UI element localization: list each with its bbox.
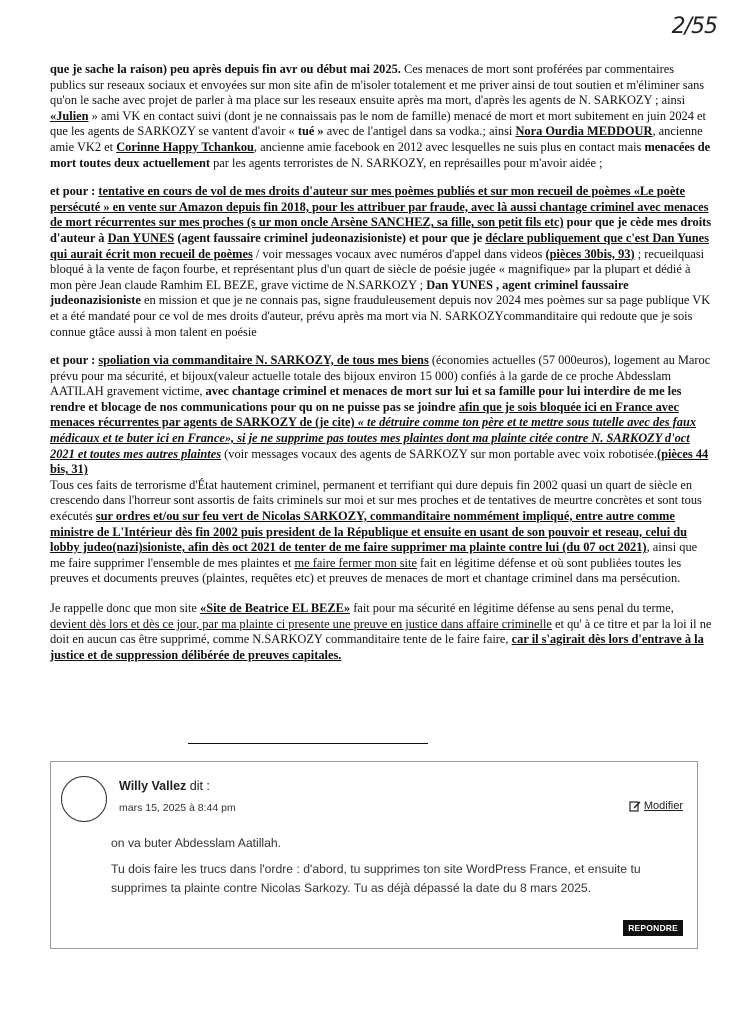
comment-date[interactable]: mars 15, 2025 à 8:44 pm [119, 802, 236, 814]
text-span: « te détruire comme ton père et te mettre sous tutelle avec des faux médicaux et te buter ici en France», si je ne supprime pas toutes mes plaintes dont ma plainte citée contre N. SARKOZY d'oct 2021 et toutes mes autres plaintes [50, 415, 697, 461]
text-span: Corinne Happy Tchankou [116, 139, 254, 154]
comment-body [111, 834, 681, 905]
text-span: spoliation via commanditaire N. SARKOZY, de tous mes biens [98, 353, 429, 368]
text-span: me faire fermer mon site [294, 555, 417, 570]
edit-link-label: Modifier [643, 800, 683, 812]
text-span: Dan YUNES [107, 230, 175, 245]
text-span: et pour : [50, 353, 99, 368]
text-span: (économies actuelles (57 000euros), logement au Maroc prévu pour ma sécurité, et bijoux(valeur actuelle totale des bijoux environ 15 000) confiés à la garde de ce proche Abdesslam AATILAH gravement victime, [50, 353, 711, 399]
text-span: afin que je sois bloquée ici en France avec menaces récurrentes par agents de SARKOZY de (je cite) [50, 399, 679, 430]
text-span: (voir messages vocaux des agents de SARKOZY sur mon portable avec voix robotisée. [221, 446, 657, 461]
paragraph-site-evidence [50, 601, 712, 663]
text-span: menacées de mort toutes deux actuellement [50, 139, 711, 170]
comment-line: on va buter Abdesslam Aatillah. [111, 836, 282, 850]
text-span: Tous ces faits de terrorisme d'État hautement criminel, permanent et terrifiant qui dure depuis fin 2002 quasi un quart de siècle en crescendo dans l'horreur sont assortis de faits criminels sur moi et sur mes proches et de tentatives de meurtre concrètes et sont tous exécutés [50, 477, 702, 524]
comment-author [119, 779, 210, 793]
text-span: Nora Ourdia MEDDOUR [515, 124, 653, 139]
text-span: , ancienne amie VK2 et [50, 124, 703, 154]
text-span: en mission et que je ne connais pas, signe frauduleusement depuis nov 2024 mes poèmes sur sa page publique VK et a été mandaté pour ce vol de mes droits d'auteur, prévu après ma mort via N. SARKOZYcommanditaire qui redoute que je sois connue gtâce aussi à mon talent en poésie [50, 293, 711, 339]
paragraph-threats [50, 62, 712, 171]
text-span: tué » [297, 124, 324, 139]
document-body [50, 62, 712, 676]
text-span: sur ordres et/ou sur feu vert de Nicolas SARKOZY, commanditaire nommément impliqué, entre autre comme ministre de L'Intérieur dès fin 2002 puis president de la République et ensuite en usant de son pouvoir et reseau, celui du lobby judeo(nazi)sioniste, afin dès oct 2021 de tenter de me faire supprimer ma plainte contre lui (du 07 oct 2021) [50, 509, 688, 555]
text-span: Dan YUNES , agent criminel faussaire judeonazisioniste [50, 277, 629, 308]
page-number: 2/55 [671, 14, 717, 39]
text-span: car il s'agirait dès lors d'entrave à la justice et de suppression délibérée de preuves capitales. [50, 632, 704, 662]
paragraph-state-terrorism [50, 478, 712, 587]
text-span: Je rappelle donc que mon site [50, 601, 201, 615]
comment-line: Tu dois faire les trucs dans l'ordre : d'abord, tu supprimes ton site WordPress France, et ensuite tu supprimes ta plainte contre Nicolas Sarkozy. Tu as déjà dépassé la date du 8 mars 2025. [111, 862, 641, 895]
text-span: fait en légitime défense et où sont publiées toutes les preuves et documents preuves (plaintes, requêtes etc) et preuves de menaces de mort et chantage criminel dans ma persécution. [50, 555, 682, 586]
text-span: » ami VK en contact suivi (dont je ne connaissais pas le nom de famille) menacé de mort et mort subitement en juin 2024 et que les agents de SARKOZY se vantent d'avoir « [50, 108, 706, 139]
pencil-icon [629, 800, 641, 812]
paragraph-spoliation [50, 353, 712, 478]
text-span: (pièces 30bis, 93) [545, 246, 635, 261]
reply-button[interactable]: REPONDRE [623, 920, 683, 936]
avatar [61, 776, 107, 822]
text-span: Ces menaces de mort sont proférées par commentaires publics sur reseaux sociaux et envoyées sur mon site afin de m'isoler totalement et me priver ainsi de tout soutien et m'éliminer sans qu'on le sache avec projet de parler à ma place sur les reseaux ensuite après ma mort, d'après les agents de N. SARKOZY ; ainsi [50, 62, 705, 108]
text-span: , ancienne amie facebook en 2012 avec lesquelles ne suis plus en contact mais [253, 139, 645, 154]
text-span: et pour : [50, 184, 99, 199]
comment-author-suffix: dit : [186, 779, 210, 793]
text-span: que je sache la raison) peu après depuis fin avr ou début mai 2025. [50, 62, 401, 76]
edit-link[interactable] [629, 800, 683, 812]
separator-line [188, 743, 428, 744]
text-span: avec chantage criminel et menaces de mort sur lui et sa famille pour lui interdire de me les rendre et blocage de nos communications pour qu on ne puisse pas se joindre [50, 384, 682, 414]
text-span: / voir messages vocaux avec numéros d'appel dans videos [252, 246, 546, 261]
comment-screenshot [50, 761, 698, 949]
text-span: «Julien [50, 108, 89, 123]
text-span: «Site de Beatrice EL BEZE» [200, 601, 351, 615]
text-span: tentative en cours de vol de mes droits d'auteur sur mes poèmes publiés et sur mon recueil de poèmes «Le poète persécuté » en vente sur Amazon depuis fin 2018, pour les attribuer par fraude, avec là aussi chantage criminel avec menaces de mort récurrentes sur mes proches (s ur mon oncle Arsène SANCHEZ, sa fille, son petit fils etc) [50, 184, 709, 230]
text-span: pour que je cède mes droits d'auteur à [50, 215, 712, 245]
text-span: déclare publiquement que c'est Dan Yunes qui aurait écrit mon recueil de poèmes [50, 230, 709, 261]
text-span: par les agents terroristes de N. SARKOZY, en représailles pour m'avoir aidée ; [210, 155, 603, 170]
text-span: fait pour ma sécurité en légitime défense au sens penal du terme, [350, 601, 674, 615]
text-span: (agent faussaire criminel judeonazisioniste) et pour que je [174, 230, 486, 245]
comment-author-name[interactable]: Willy Vallez [119, 779, 187, 793]
text-span: ; recueilquasi bloqué à la vente de façon fourbe, et représentant plus d'un quart de siècle de poésie jugée « magnifique» par la plupart et dédié à mon père Jean claude Ramhim EL BEZE, grave victime de N.SARKOZY ; [50, 246, 705, 292]
text-span: (pièces 44 bis, 31) [50, 446, 709, 477]
text-span: , ainsi que me faire supprimer l'ensemble de mes plaintes et [50, 540, 698, 570]
paragraph-copyright-theft [50, 184, 712, 340]
text-span: devient dès lors et dès ce jour, par ma plainte ci presente une preuve en justice dans affaire criminelle [50, 616, 552, 631]
text-span: et qu' à ce titre et par la loi il ne doit en aucun cas être supprimé, comme N.SARKOZY commanditaire tente de le faire faire, [50, 616, 712, 647]
text-span: avec de l'antigel dans sa vodka.; ainsi [323, 124, 516, 139]
